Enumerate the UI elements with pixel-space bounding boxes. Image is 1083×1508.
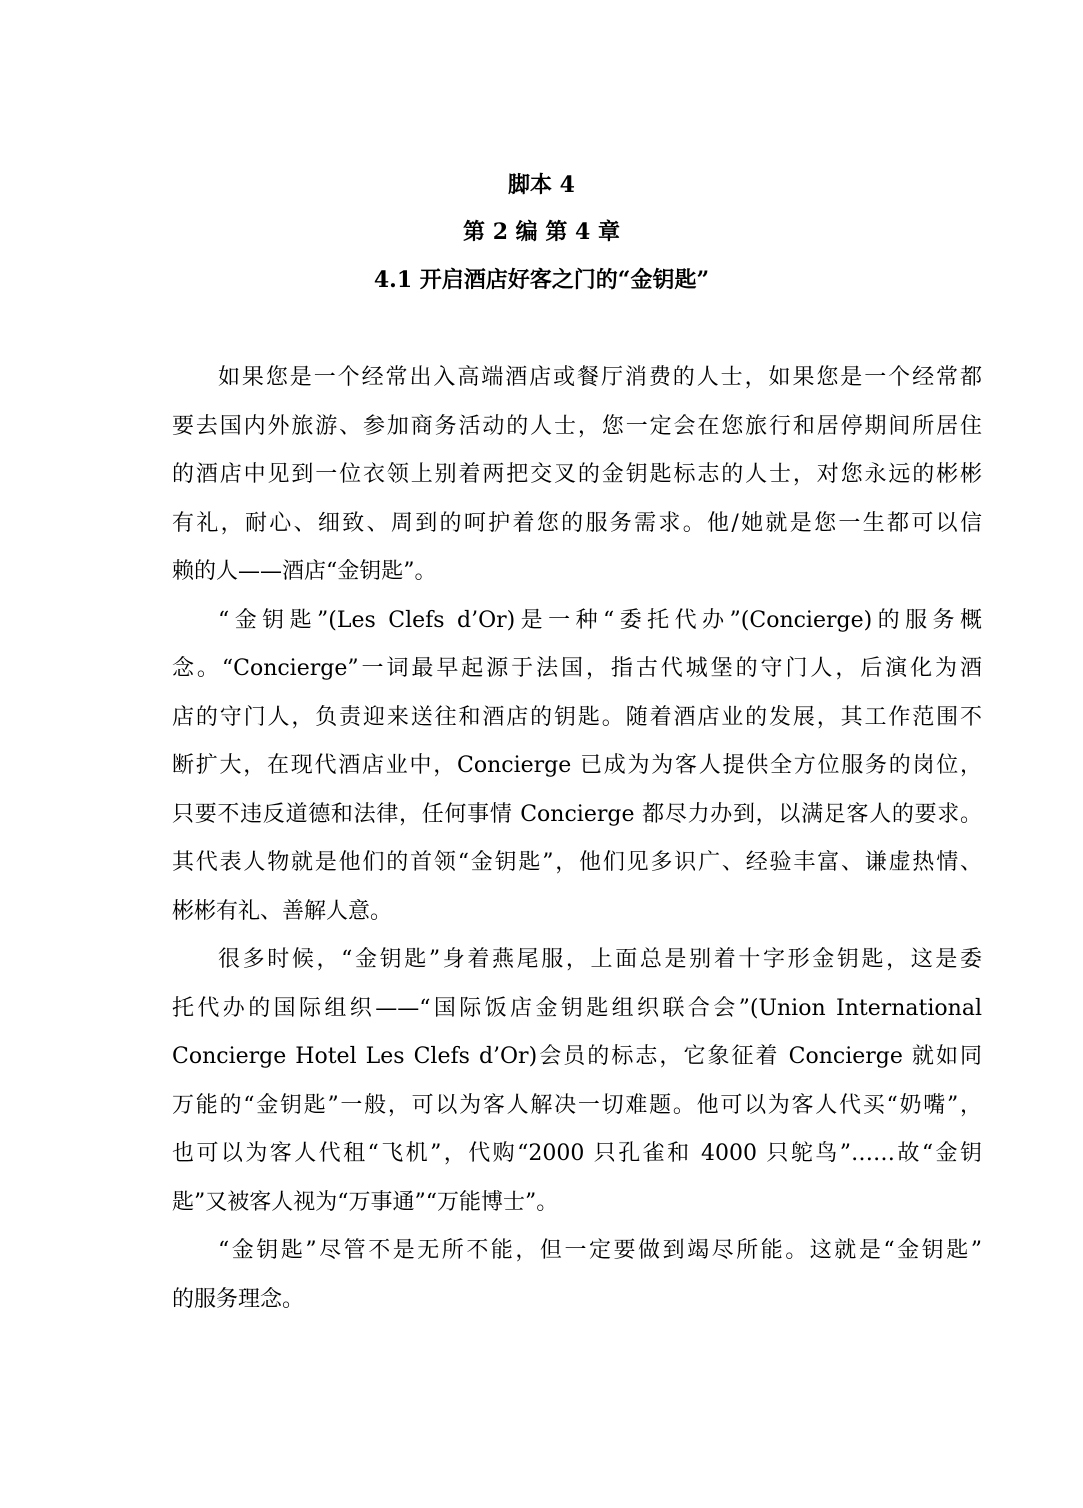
document-body [172, 354, 982, 1324]
paragraph-line: 彬彬有礼、善解人意。 [172, 898, 393, 924]
chapter-heading: 第 2 编 第 4 章 [463, 219, 620, 245]
paragraph-line: 有礼，耐心、细致、周到的呵护着您的服务需求。他/她就是您一生都可以信 [172, 510, 982, 536]
paragraph-line: 匙”又被客人视为“万事通”“万能博士”。 [172, 1189, 559, 1215]
paragraph-line: 很多时候，“金钥匙”身着燕尾服，上面总是别着十字形金钥匙，这是委 [218, 947, 982, 972]
paragraph-line: 如果您是一个经常出入高端酒店或餐厅消费的人士，如果您是一个经常都 [218, 365, 982, 390]
paragraph-line: 托代办的国际组织——“国际饭店金钥匙组织联合会”(Union International [172, 995, 982, 1021]
paragraph-line: 断扩大，在现代酒店业中，Concierge 已成为为客人提供全方位服务的岗位， [172, 753, 982, 778]
paragraph-line: “金钥匙”尽管不是无所不能，但一定要做到竭尽所能。这就是“金钥匙” [218, 1238, 982, 1263]
paragraph-line: 的酒店中见到一位衣领上别着两把交叉的金钥匙标志的人士，对您永远的彬彬 [172, 462, 982, 487]
paragraph-2 [172, 597, 982, 937]
paragraph-line: 只要不违反道德和法律，任何事情 Concierge 都尽力办到，以满足客人的要求。 [172, 801, 982, 827]
paragraph-line: 赖的人——酒店“金钥匙”。 [172, 559, 437, 584]
paragraph-line: 万能的“金钥匙”一般，可以为客人解决一切难题。他可以为客人代买“奶嘴”， [172, 1092, 982, 1118]
paragraph-line: 店的守门人，负责迎来送往和酒店的钥匙。随着酒店业的发展，其工作范围不 [172, 704, 982, 730]
paragraph-line: Concierge Hotel Les Clefs d’Or)会员的标志，它象征着 Concierge 就如同 [172, 1044, 982, 1069]
paragraph-line: 的服务理念。 [172, 1286, 305, 1312]
paragraph-line: 也可以为客人代租“飞机”，代购“2000 只孔雀和 4000 只鸵鸟”……故“金钥 [172, 1141, 982, 1166]
paragraph-line: 念。“Concierge”一词最早起源于法国，指古代城堡的守门人，后演化为酒 [172, 656, 982, 681]
script-heading: 脚本 4 [508, 172, 575, 198]
paragraph-4 [172, 1227, 982, 1324]
paragraph-line: 要去国内外旅游、参加商务活动的人士，您一定会在您旅行和居停期间所居住 [172, 413, 982, 439]
paragraph-line: “金钥匙”(Les Clefs d’Or)是一种“委托代办”(Concierge)的服务概 [218, 607, 982, 633]
paragraph-line: 其代表人物就是他们的首领“金钥匙”，他们见多识广、经验丰富、谦虚热情、 [172, 850, 982, 875]
paragraph-3 [172, 936, 982, 1227]
section-title: 4.1 开启酒店好客之门的“金钥匙” [373, 267, 710, 293]
paragraph-1 [172, 354, 982, 597]
